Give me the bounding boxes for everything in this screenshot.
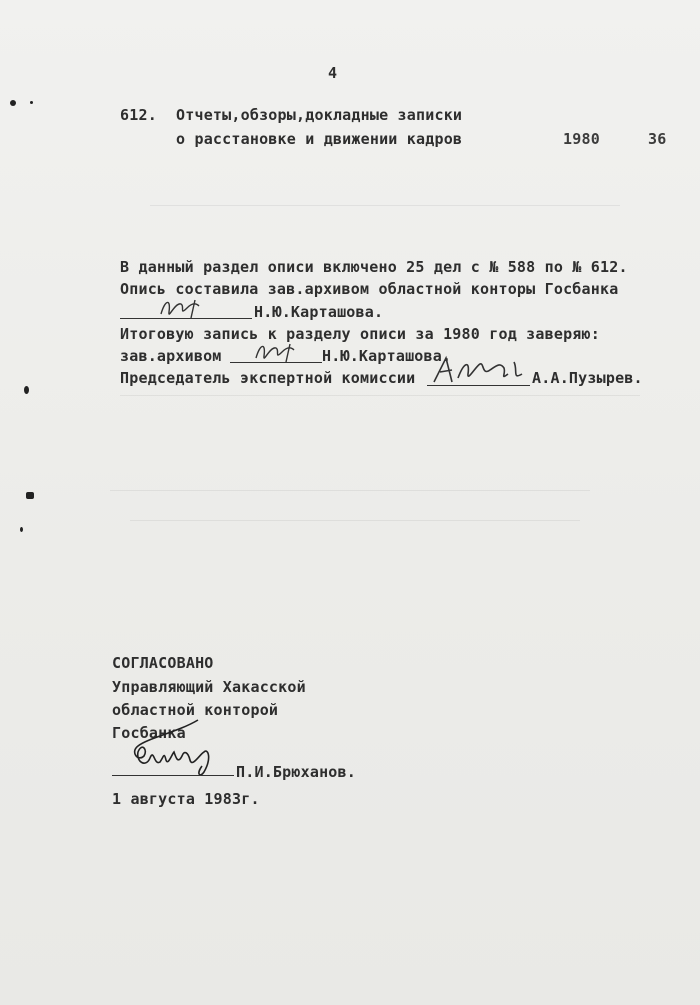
margin-mark <box>26 492 34 499</box>
entry-title-line2: о расстановке и движении кадров <box>176 130 463 148</box>
signature-line <box>112 775 234 776</box>
certifier-name: Н.Ю.Карташова. <box>322 347 452 365</box>
entry-title-line1: Отчеты,обзоры,докладные записки <box>176 106 463 124</box>
approval-line3: Госбанка <box>112 724 186 742</box>
summary-line6-prefix: Председатель экспертной комиссии <box>120 369 416 387</box>
summary-line5-prefix: зав.архивом <box>120 347 222 365</box>
entry-year: 1980 <box>563 130 600 148</box>
summary-line2: Опись составила зав.архивом областной конторы Госбанка <box>120 280 619 298</box>
approval-line1: Управляющий Хакасской <box>112 678 306 696</box>
certifier-signature <box>250 338 310 368</box>
summary-line1: В данный раздел описи включено 25 дел с № 588 по № 612. <box>120 258 628 276</box>
approval-heading: СОГЛАСОВАНО <box>112 654 214 672</box>
entry-number: 612. <box>120 106 157 124</box>
margin-mark <box>24 386 29 394</box>
margin-mark <box>30 101 33 104</box>
page-number: 4 <box>328 64 338 82</box>
approval-line2: областной конторой <box>112 701 279 719</box>
manager-name: П.И.Брюханов. <box>236 763 356 781</box>
margin-mark <box>10 100 16 106</box>
compiler-signature <box>155 292 215 324</box>
bleed-through-line <box>110 490 590 491</box>
compiler-name: Н.Ю.Карташова. <box>254 303 384 321</box>
bleed-through-line <box>120 395 640 396</box>
approval-date: 1 августа 1983г. <box>112 790 260 808</box>
summary-line4: Итоговую запись к разделу описи за 1980 год заверяю: <box>120 325 600 343</box>
commission-chair-signature <box>430 352 530 392</box>
manager-signature <box>108 712 238 782</box>
commission-chair-name: А.А.Пузырев. <box>532 369 643 387</box>
bleed-through-line <box>130 520 580 521</box>
bleed-through-line <box>150 205 620 206</box>
margin-mark <box>20 527 23 532</box>
entry-sheets: 36 <box>648 130 667 148</box>
